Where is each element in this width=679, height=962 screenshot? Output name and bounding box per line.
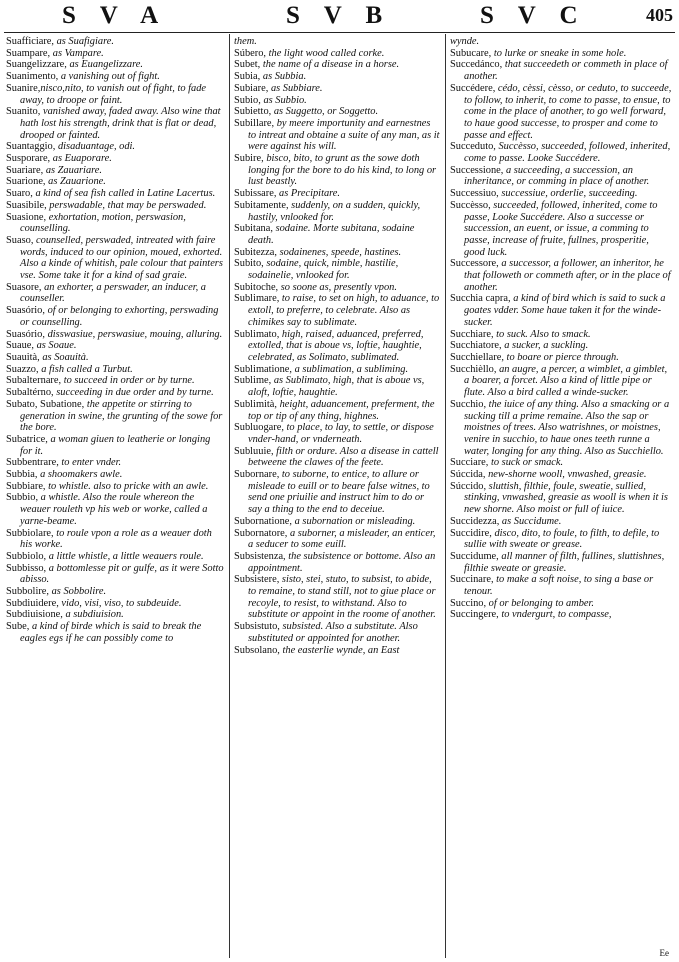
dictionary-entry: [234, 422, 440, 445]
entry-headword: Subalternare,: [6, 375, 62, 387]
dictionary-entry: [234, 188, 440, 200]
dictionary-entry: [6, 469, 224, 481]
entry-definition: of or belonging to amber.: [486, 597, 595, 609]
dictionary-entry: [6, 364, 224, 376]
entry-headword: Successiuo,: [450, 188, 499, 200]
entry-definition: subsisted. Also a substitute. Also substituted or appointed for another.: [248, 621, 418, 644]
dictionary-entry: [6, 609, 224, 621]
dictionary-entry: [450, 469, 672, 481]
entry-headword: Succhio,: [450, 398, 487, 410]
entry-definition: all manner of filth, fullines, sluttishnes, filthie sweate or greasie.: [464, 550, 665, 574]
entry-definition: Succèsso, succeeded, followed, inherited, come to passe. Looke Succédere.: [464, 141, 671, 165]
entry-headword: Succeduto,: [450, 141, 496, 153]
entry-definition: as Succidume.: [499, 515, 562, 527]
dictionary-entry: [450, 457, 672, 469]
dictionary-entry: [234, 469, 440, 516]
entry-definition: successiue, orderlie, succeeding.: [498, 188, 638, 200]
dictionary-entry: [234, 106, 440, 118]
entry-definition: disswasiue, perswasiue, mouing, alluring.: [44, 328, 223, 340]
entry-definition: sodaine, quick, nimble, hastilie, sodainelie, vnlooked for.: [248, 258, 399, 282]
entry-definition: to enter vnder.: [58, 457, 122, 469]
entry-headword: Sublime,: [234, 375, 272, 387]
entry-definition: a sucker, a suckling.: [501, 340, 589, 352]
entry-headword: Suasione,: [6, 211, 47, 223]
dictionary-entry: [6, 375, 224, 387]
dictionary-entry: [450, 48, 672, 60]
dictionary-entry: [450, 364, 672, 399]
column-divider-2: [445, 34, 446, 958]
entry-definition: as Subbiare.: [268, 82, 323, 94]
entry-headword: Suariare,: [6, 164, 44, 176]
entry-definition: suddenly, on a sudden, quickly, hastily, vnlooked for.: [248, 199, 421, 223]
dictionary-entry: [450, 609, 672, 621]
signature-mark: Ee: [659, 948, 669, 958]
dictionary-entry: [234, 621, 440, 644]
entry-definition: to vndergurt, to compasse,: [498, 609, 612, 621]
dictionary-entry: [234, 153, 440, 188]
entry-headword: Súccida,: [450, 469, 486, 481]
dictionary-entry: [6, 563, 224, 586]
entry-headword: Sublimità,: [234, 398, 278, 410]
entry-headword: Subbisso,: [6, 562, 47, 574]
page-number: 405: [646, 5, 673, 25]
entry-definition: as Vampare.: [50, 47, 104, 59]
dictionary-entry: [6, 352, 224, 364]
entry-definition: a kind of bird which is said to suck a goates vdder. Some haue taken it for the winde-sucker.: [464, 293, 666, 328]
entry-definition: sodainenes, speede, hastines.: [277, 246, 402, 258]
entry-headword: Subsistenza,: [234, 550, 286, 562]
entry-headword: Succiare,: [450, 457, 489, 469]
entry-definition: to suck. Also to smack.: [493, 328, 591, 340]
dictionary-entry: [450, 528, 672, 551]
entry-definition: vido, visi, viso, to subdeuide.: [58, 597, 182, 609]
entry-definition: of or belonging to exhorting, perswading or counselling.: [20, 305, 219, 328]
entry-definition: to make a soft noise, to sing a base or tenour.: [464, 574, 654, 598]
entry-definition: to roule vpon a role as a weauer doth his worke.: [20, 527, 212, 551]
entry-headword: Succingere,: [450, 609, 499, 621]
entry-headword: Subluogare,: [234, 422, 284, 434]
entry-headword: Suanire,: [6, 82, 41, 94]
entry-definition: a suborner, a misleader, an enticer, a seducer to some euill.: [248, 527, 436, 551]
dictionary-entry: [6, 48, 224, 60]
entry-definition: a subornation or misleading.: [292, 515, 416, 527]
entry-definition: a bottomlesse pit or gulfe, as it were Sotto abisso.: [20, 562, 224, 586]
dictionary-entry: [450, 481, 672, 516]
entry-headword: Subornatione,: [234, 515, 293, 527]
entry-headword: Subatrice,: [6, 433, 48, 445]
entry-definition: to boare or pierce through.: [503, 351, 619, 363]
dictionary-entry: [450, 516, 672, 528]
entry-definition: as Zauarione.: [45, 176, 106, 188]
entry-definition: an exhorter, a perswader, an inducer, a counseller.: [20, 281, 207, 305]
entry-headword: Subbiolo,: [6, 550, 47, 562]
page-header: [0, 0, 679, 34]
entry-definition: as Suggetto, or Soggetto.: [271, 106, 379, 118]
dictionary-entry: [234, 364, 440, 376]
entry-definition: that succeedeth or commeth in place of another.: [464, 59, 668, 83]
entry-definition: the subsistence or bottome. Also an appointment.: [248, 550, 436, 574]
dictionary-entry: [6, 492, 224, 527]
entry-definition: height, aduancement, preferment, the top or tip of any thing, highnes.: [248, 398, 435, 422]
dictionary-entry: [450, 59, 672, 82]
entry-headword: Subsolano,: [234, 644, 280, 656]
entry-headword: Succino,: [450, 597, 487, 609]
entry-headword: Subbiolare,: [6, 527, 54, 539]
dictionary-entry: [234, 446, 440, 469]
entry-headword: Suaue,: [6, 340, 34, 352]
entry-headword: Subornare,: [234, 469, 280, 481]
dictionary-entry: [6, 212, 224, 235]
dictionary-entry: [234, 48, 440, 60]
entry-headword: Suasibile,: [6, 199, 47, 211]
dictionary-entry: [6, 282, 224, 305]
entry-definition: succeeded, followed, inherited, come to passe, Looke Succédere. Also a successe or succession, an euent, or issue, a comming to passe, increase of fruite, fullnes, prosperitie, good luck.: [464, 199, 658, 258]
dictionary-entry: [234, 329, 440, 364]
dictionary-entry: [6, 481, 224, 493]
dictionary-entry: [450, 399, 672, 458]
entry-definition: exhortation, motion, perswasion, counselling.: [20, 211, 186, 235]
entry-headword: Subbolire,: [6, 586, 50, 598]
dictionary-entry: [234, 282, 440, 294]
entry-definition: to raise, to set on high, to aduance, to extoll, to preferre, to celebrate. Also as chimikes say to sublimate.: [248, 293, 440, 328]
entry-headword: Subietto,: [234, 106, 272, 118]
entry-definition: counselled, perswaded, intreated with faire words, induced to our opinion, moued, exhorted. Also a kinde of whitish, pale colour that painters vse. Some take it for a kind of sad graie.: [20, 234, 223, 282]
dictionary-entry: [234, 200, 440, 223]
entry-headword: Subbio,: [6, 492, 39, 504]
dictionary-entry: [450, 83, 672, 142]
dictionary-entry: [6, 528, 224, 551]
entry-headword: Subucare,: [450, 47, 492, 59]
entry-definition: a little whistle, a little weauers roule.: [46, 550, 204, 562]
dictionary-entry: [234, 375, 440, 398]
entry-headword: Suanimento,: [6, 71, 59, 83]
entry-headword: Suasório,: [6, 328, 45, 340]
dictionary-entry: [234, 223, 440, 246]
entry-headword: Suaro,: [6, 188, 33, 200]
entry-definition: a shoomakers awle.: [37, 469, 123, 481]
entry-headword: Subsistere,: [234, 574, 280, 586]
dictionary-entry: [450, 141, 672, 164]
dictionary-entry: [6, 434, 224, 457]
dictionary-entry: [6, 235, 224, 282]
entry-definition: sodaine. Morte subitana, sodaine death.: [248, 223, 415, 246]
dictionary-entry: [450, 551, 672, 574]
entry-headword: Subito,: [234, 258, 264, 270]
entry-definition: the iuice of any thing. Also a smacking or a sucking till a prime remaine. Also the sap or moistnes of trees. Also watrishnes, or moistnes, venire in succhio, to haue ones teeth runne a water, longing for any thing. Also as Succhiello.: [464, 398, 670, 457]
column-right: [450, 36, 672, 956]
entry-headword: Sublimatione,: [234, 363, 293, 375]
dictionary-entry: [6, 598, 224, 610]
entry-headword: Sube,: [6, 621, 30, 633]
dictionary-entry: [6, 387, 224, 399]
entry-headword: Succhia capra,: [450, 293, 511, 305]
entry-headword: Subire,: [234, 153, 264, 165]
dictionary-entry: [6, 457, 224, 469]
entry-headword: Succhièllo,: [450, 363, 497, 375]
entry-headword: Sublimare,: [234, 293, 280, 305]
dictionary-entry: [450, 598, 672, 610]
entry-headword: Successore,: [450, 258, 499, 270]
entry-headword: Succhiellare,: [450, 351, 504, 363]
column-middle: [234, 36, 440, 956]
dictionary-entry: [6, 165, 224, 177]
dictionary-entry: [6, 329, 224, 341]
entry-definition: as Soauità.: [39, 351, 89, 363]
entry-headword: Suantaggio,: [6, 141, 56, 153]
entry-definition: wynde.: [450, 36, 480, 47]
entry-definition: a subdiuision.: [62, 609, 124, 621]
entry-headword: Susporare,: [6, 153, 51, 165]
dictionary-entry: [450, 293, 672, 328]
entry-definition: a woman giuen to leatherie or longing for it.: [20, 433, 211, 457]
entry-headword: Subitana,: [234, 223, 273, 235]
dictionary-entry: [234, 118, 440, 153]
dictionary-entry: [6, 200, 224, 212]
entry-headword: Súccido,: [450, 480, 487, 492]
running-head-left: S V A: [62, 2, 168, 29]
dictionary-entry: [6, 59, 224, 71]
entry-headword: Subitamente,: [234, 199, 289, 211]
entry-definition: to suck or smack.: [488, 457, 564, 469]
dictionary-entry: [450, 188, 672, 200]
dictionary-entry: [6, 176, 224, 188]
dictionary-entry: [450, 340, 672, 352]
dictionary-entry: [6, 586, 224, 598]
entry-definition: a sublimation, a subliming.: [292, 363, 409, 375]
entry-definition: sisto, stei, stuto, to subsist, to abide, to remaine, to stand still, not to giue place or recoyle, to resist, to withstand. Also to substitute or appoint in the roome of another.: [248, 574, 436, 621]
entry-headword: Suauità,: [6, 351, 40, 363]
entry-headword: Subiare,: [234, 82, 269, 94]
entry-headword: Suasore,: [6, 281, 42, 293]
entry-headword: Suasório,: [6, 305, 45, 317]
entry-headword: Subdiuidere,: [6, 597, 59, 609]
entry-definition: bisco, bito, to grunt as the sowe doth longing for the bore to do his kind, to long or lust beastly.: [248, 153, 437, 188]
entry-headword: Suafficiare,: [6, 36, 54, 47]
entry-definition: so soone as, presently vpon.: [278, 281, 397, 293]
entry-headword: Subsistuto,: [234, 621, 280, 633]
entry-definition: as Sublimato, high, that is aboue vs, aloft, loftie, haughtie.: [248, 375, 425, 399]
column-left: [6, 36, 224, 956]
dictionary-entry: [6, 551, 224, 563]
entry-headword: Subitezza,: [234, 246, 277, 258]
entry-headword: Succhiare,: [450, 328, 494, 340]
dictionary-entry: [234, 399, 440, 422]
dictionary-entry: [450, 165, 672, 188]
entry-definition: a succeeding, a succession, an inheritance, or comming in place of another.: [464, 164, 650, 188]
entry-headword: Succédere,: [450, 82, 496, 94]
entry-headword: Succedánco,: [450, 59, 503, 71]
entry-headword: Suaso,: [6, 234, 34, 246]
entry-definition: cédo, cèssi, cèsso, or ceduto, to succeede, to follow, to inherit, to come to passe, to ensue, to come in the place of another, to go well forward, to haue good successe, to prosper and come to passe and effect.: [464, 82, 672, 141]
dictionary-entry: [6, 340, 224, 352]
entry-headword: Suazzo,: [6, 363, 39, 375]
entry-headword: Succidezza,: [450, 515, 500, 527]
dictionary-entry: [234, 551, 440, 574]
entry-definition: the appetite or stirring to generation in swine, the grunting of the sowe for the bore.: [20, 398, 223, 434]
dictionary-entry: [234, 95, 440, 107]
entry-definition: a kind of birde which is said to break the eagles egs if he can possibly come to: [20, 621, 202, 644]
dictionary-entry: [234, 59, 440, 71]
dictionary-entry: [234, 36, 440, 48]
dictionary-entry: [6, 399, 224, 434]
dictionary-entry: [450, 329, 672, 341]
running-head-center: S V B: [286, 2, 392, 29]
entry-headword: Subio,: [234, 94, 261, 106]
entry-headword: Succinare,: [450, 574, 494, 586]
entry-definition: new-shorne wooll, vnwashed, greasie.: [485, 469, 647, 481]
entry-headword: Subitoche,: [234, 281, 279, 293]
entry-headword: Succidume,: [450, 550, 499, 562]
dictionary-entry: [234, 293, 440, 328]
dictionary-entry: [450, 36, 672, 48]
entry-definition: high, raised, aduanced, preferred, extolled, that is aboue vs, loftie, haughtie, celebrated, as Solimato, sublimated.: [248, 328, 424, 363]
dictionary-entry: [234, 516, 440, 528]
entry-headword: Subillare,: [234, 117, 275, 129]
entry-definition: as Zauariare.: [43, 164, 103, 176]
dictionary-entry: [450, 574, 672, 597]
entry-definition: a kind of sea fish called in Latine Lacertus.: [32, 188, 216, 200]
entry-headword: Subaltérno,: [6, 387, 54, 399]
entry-definition: as Soaue.: [34, 340, 77, 352]
entry-headword: Subbentrare,: [6, 457, 59, 469]
dictionary-entry: [234, 258, 440, 281]
entry-headword: Subissare,: [234, 188, 277, 200]
entry-headword: Súbero,: [234, 47, 267, 59]
entry-definition: disco, dito, to foule, to filth, to defile, to sullie with sweate or grease.: [464, 527, 660, 551]
entry-headword: Subdiuisione,: [6, 609, 63, 621]
entry-definition: to suborne, to entice, to allure or misleade to euill or to beare false witnes, to send one priuilie and instruct him to do or say a thing to the end to deceiue.: [248, 469, 430, 516]
dictionary-entry: [450, 352, 672, 364]
dictionary-entry: [6, 106, 224, 141]
dictionary-entry: [6, 36, 224, 48]
entry-headword: Subbiare,: [6, 480, 46, 492]
dictionary-entry: [6, 141, 224, 153]
entry-headword: Subluuie,: [234, 445, 274, 457]
entry-definition: them.: [234, 36, 257, 47]
entry-definition: the name of a disease in a horse.: [260, 59, 400, 71]
entry-headword: Subet,: [234, 59, 261, 71]
entry-definition: nisco,nito, to vanish out of fight, to fade away, to droope or faint.: [20, 82, 207, 106]
dictionary-entry: [234, 528, 440, 551]
entry-definition: a whistle. Also the roule whereon the weauer rouleth vp his web or worke, called a yarne-beame.: [20, 492, 208, 527]
dictionary-entry: [234, 645, 440, 657]
entry-definition: as Precipitare.: [276, 188, 341, 200]
entry-definition: to whistle. also to pricke with an awle.: [45, 480, 209, 492]
entry-definition: perswadable, that may be perswaded.: [46, 199, 207, 211]
dictionary-entry: [6, 83, 224, 106]
entry-definition: succeeding in due order and by turne.: [53, 387, 214, 399]
entry-definition: as Subbio.: [260, 94, 307, 106]
entry-headword: Succhiatore,: [450, 340, 502, 352]
entry-headword: Suampare,: [6, 47, 51, 59]
entry-headword: Successione,: [450, 164, 504, 176]
running-head-right: S V C: [480, 2, 587, 29]
entry-definition: a fish called a Turbut.: [38, 363, 133, 375]
entry-headword: Subornatore,: [234, 527, 288, 539]
dictionary-entry: [6, 153, 224, 165]
dictionary-entry: [234, 574, 440, 621]
entry-definition: the easterlie wynde, an East: [279, 644, 400, 656]
dictionary-entry: [6, 621, 224, 644]
entry-headword: Subia,: [234, 71, 261, 83]
dictionary-entry: [6, 305, 224, 328]
entry-definition: as Euangelizzare.: [66, 59, 143, 71]
entry-headword: Subbia,: [6, 469, 38, 481]
entry-definition: disaduantage, odi.: [55, 141, 136, 153]
entry-definition: the light wood called corke.: [266, 47, 385, 59]
dictionary-entry: [6, 71, 224, 83]
entry-definition: a vanishing out of fight.: [58, 71, 160, 83]
entry-definition: as Suafigiare.: [54, 36, 114, 47]
dictionary-entry: [450, 258, 672, 293]
dictionary-entry: [234, 247, 440, 259]
entry-definition: as Euaporare.: [50, 153, 112, 165]
entry-definition: an augre, a percer, a wimblet, a gimblet, a boarer, a forcet. Also a kind of little pipe or flute. Also a bird called a winde-sucker.: [464, 363, 668, 399]
entry-headword: Subato, Subatione,: [6, 398, 85, 410]
column-divider-1: [229, 34, 230, 958]
entry-headword: Succidire,: [450, 527, 492, 539]
dictionary-entry: [234, 83, 440, 95]
dictionary-entry: [6, 188, 224, 200]
entry-definition: by meere importunity and earnestnes to intreat and obtaine a suite of any man, as it were against his will.: [248, 117, 440, 153]
entry-definition: to lurke or sneake in some hole.: [491, 47, 627, 59]
entry-definition: filth or ordure. Also a disease in cattell betweene the clawes of the feete.: [248, 445, 439, 469]
entry-definition: to succeed in order or by turne.: [61, 375, 195, 387]
entry-headword: Suangelizzare,: [6, 59, 67, 71]
dictionary-entry: [450, 200, 672, 259]
entry-definition: as Subbia.: [260, 71, 307, 83]
header-rule: [4, 32, 675, 33]
entry-headword: Succèsso,: [450, 199, 491, 211]
entry-headword: Suanito,: [6, 106, 41, 118]
entry-definition: a successor, a follower, an inheritor, he that followeth or commeth after, or in the place of another.: [464, 258, 671, 293]
entry-headword: Suarione,: [6, 176, 46, 188]
entry-definition: as Sobbolire.: [49, 586, 107, 598]
entry-headword: Sublimato,: [234, 328, 280, 340]
entry-definition: sluttish, filthie, foule, sweatie, sullied, stinking, vnwashed, greasie as wooll is when it is new shorne. Also moist or full of iuice.: [464, 480, 668, 516]
entry-definition: to place, to lay, to settle, or dispose vnder-hand, or vnderneath.: [248, 422, 434, 445]
entry-definition: vanished away, faded away. Also wine that hath lost his strength, drink that is flat or dead, drooped or fainted.: [20, 106, 221, 141]
dictionary-entry: [234, 71, 440, 83]
